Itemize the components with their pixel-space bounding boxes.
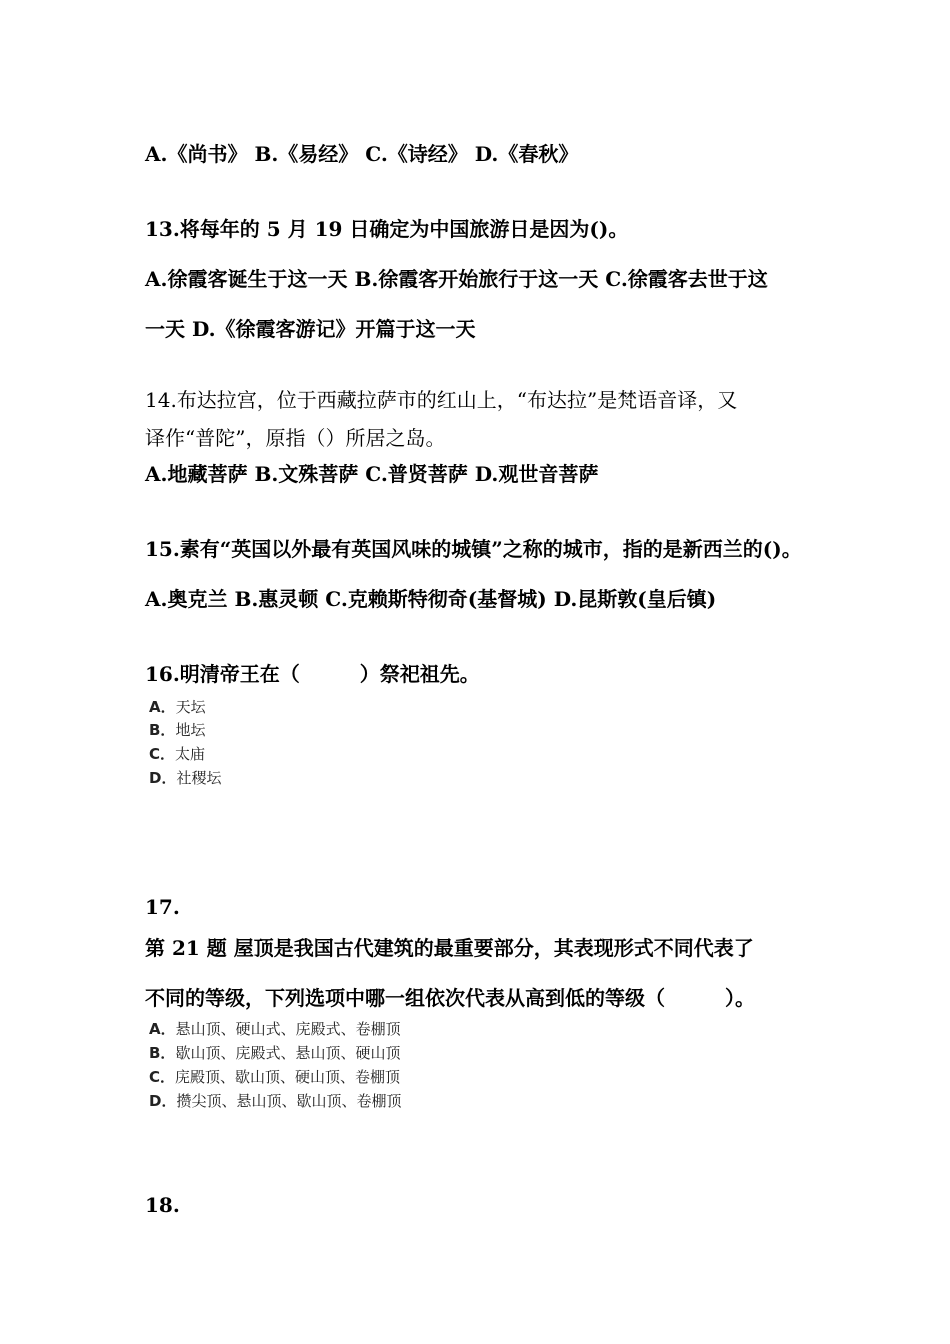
option-letter: C．: [149, 745, 176, 763]
q13-stem: 13.将每年的 5 月 19 日确定为中国旅游日是因为()。: [145, 217, 629, 241]
option-text: 社稷坛: [176, 769, 222, 787]
q16-option-b: [149, 719, 205, 740]
option-text: 太庙: [175, 745, 206, 763]
q17-option-b: [149, 1042, 400, 1063]
q13-options-line1: A.徐霞客诞生于这一天 B.徐霞客开始旅行于这一天 C.徐霞客去世于这: [145, 267, 768, 291]
option-text: 天坛: [175, 698, 206, 716]
q18-number: 18.: [145, 1193, 180, 1217]
q14-stem-line2: 译作“普陀”，原指（）所居之岛。: [145, 426, 446, 450]
option-text: 悬山顶、硬山式、庑殿式、卷棚顶: [175, 1020, 401, 1038]
q15-stem: 15.素有“英国以外最有英国风味的城镇”之称的城市，指的是新西兰的()。: [145, 537, 802, 561]
option-letter: A．: [149, 1020, 176, 1038]
option-letter: B．: [149, 721, 176, 739]
q16-stem: 16.明清帝王在（ ）祭祀祖先。: [145, 662, 480, 686]
q17-number: 17.: [145, 895, 180, 919]
q15-options: A.奥克兰 B.惠灵顿 C.克赖斯特彻奇(基督城) D.昆斯敦(皇后镇): [145, 587, 717, 611]
q16-option-c: [149, 743, 205, 764]
option-letter: D．: [149, 1092, 177, 1110]
option-text: 庑殿顶、歇山顶、硬山顶、卷棚顶: [175, 1068, 401, 1086]
option-text: 攒尖顶、悬山顶、歇山顶、卷棚顶: [176, 1092, 402, 1110]
option-letter: B．: [149, 1044, 176, 1062]
q17-option-d: [149, 1090, 401, 1111]
option-text: 歇山顶、庑殿式、悬山顶、硬山顶: [175, 1044, 401, 1062]
option-letter: A．: [149, 698, 176, 716]
q14-stem-line1: 14.布达拉宫，位于西藏拉萨市的红山上，“布达拉”是梵语音译，又: [145, 388, 738, 412]
q17-stem-line1: 第 21 题 屋顶是我国古代建筑的最重要部分，其表现形式不同代表了: [145, 936, 754, 960]
option-letter: C．: [149, 1068, 176, 1086]
q17-stem-line2: 不同的等级，下列选项中哪一组依次代表从高到低的等级（ ）。: [145, 986, 755, 1010]
q17-option-c: [149, 1066, 400, 1087]
q12-options: A.《尚书》 B.《易经》 C.《诗经》 D.《春秋》: [145, 142, 579, 166]
option-text: 地坛: [175, 721, 206, 739]
q14-options: A.地藏菩萨 B.文殊菩萨 C.普贤菩萨 D.观世音菩萨: [145, 462, 599, 486]
option-letter: D．: [149, 769, 177, 787]
q16-option-a: [149, 696, 206, 717]
q16-option-d: [149, 767, 221, 788]
q13-options-line2: 一天 D.《徐霞客游记》开篇于这一天: [145, 317, 476, 341]
q17-option-a: [149, 1018, 401, 1039]
